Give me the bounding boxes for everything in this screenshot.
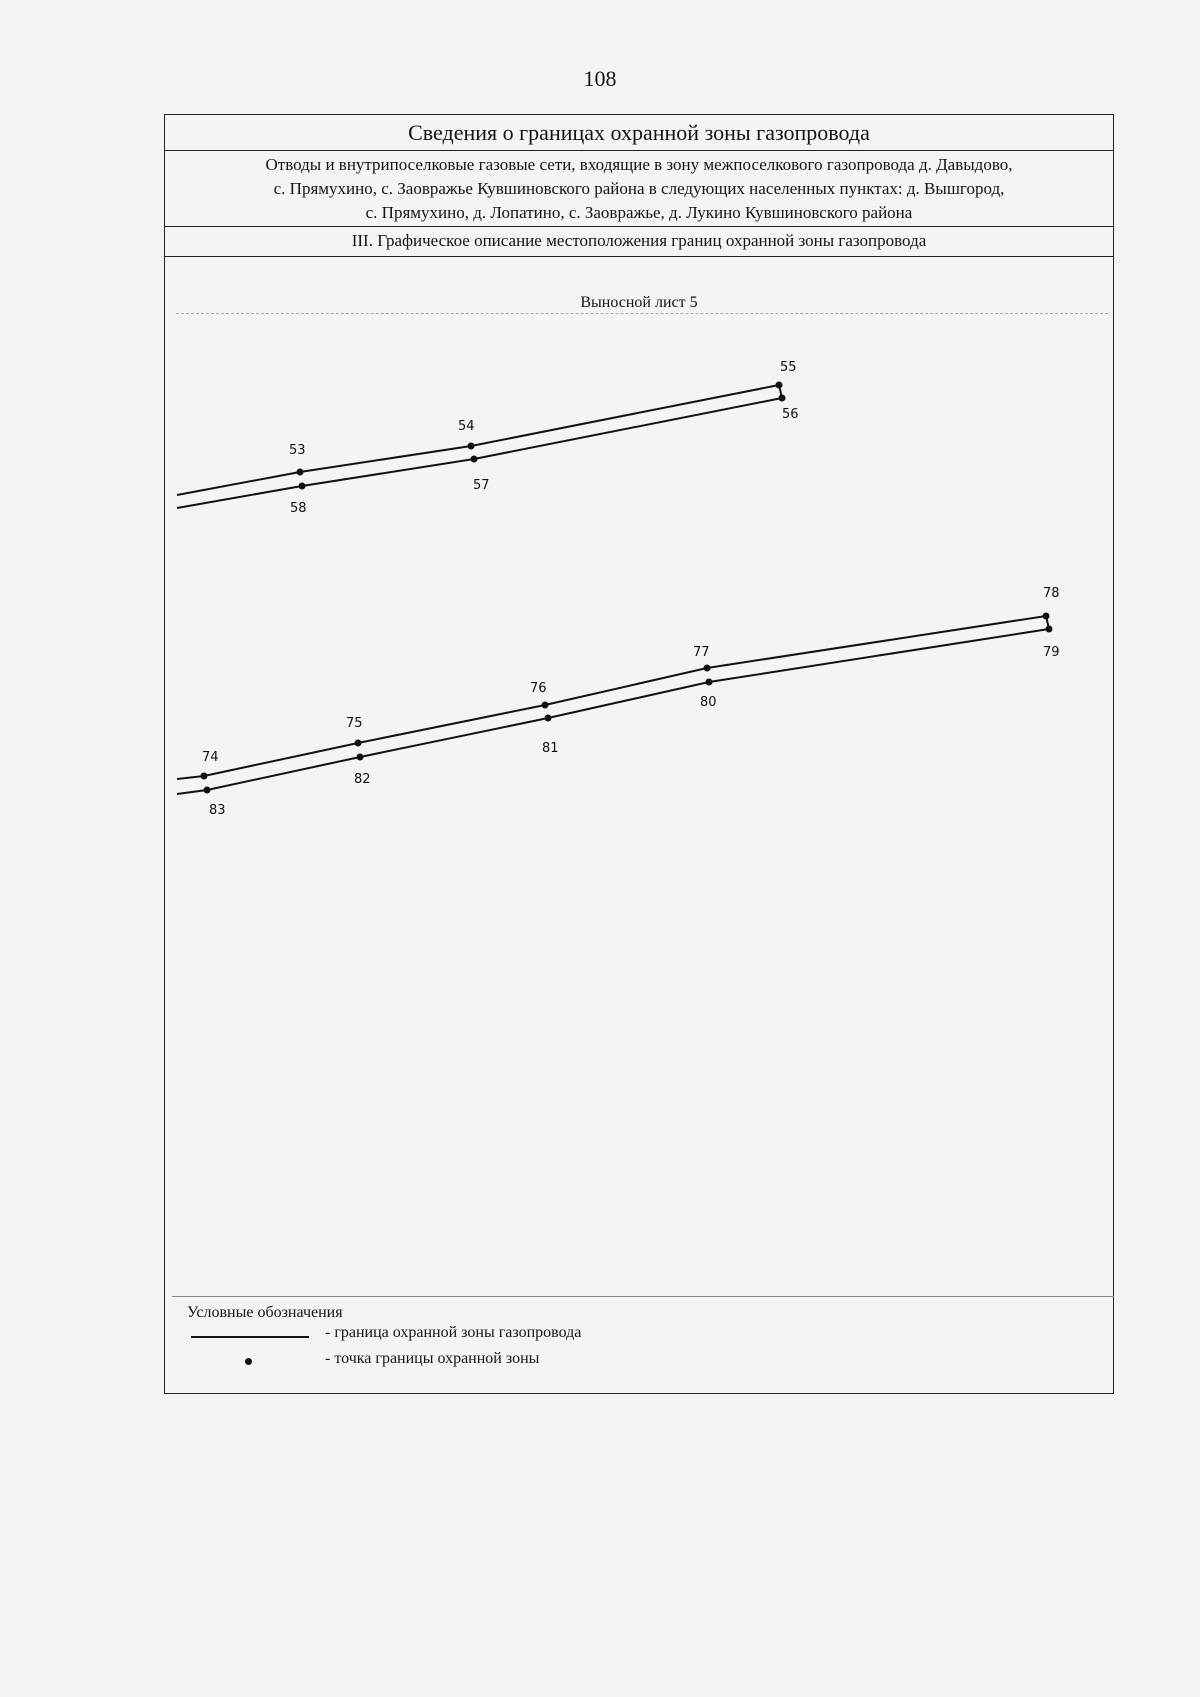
legend-boundary-line-symbol <box>191 1336 309 1338</box>
description-line: с. Прямухино, д. Лопатино, с. Заовражье, д. Лукино Кувшиновского района <box>365 203 913 222</box>
zone-1-lower-line <box>474 398 782 459</box>
boundary-point <box>1046 626 1053 633</box>
zone-2-upper-line <box>707 616 1046 668</box>
point-label: 54 <box>458 419 475 434</box>
zone-2-lower-line <box>207 757 360 790</box>
boundary-point <box>204 787 211 794</box>
boundary-point <box>776 382 783 389</box>
boundary-point <box>779 395 786 402</box>
legend-title: Условные обозначения <box>187 1304 343 1321</box>
sheet-title: Выносной лист 5 <box>580 294 698 311</box>
zone-1-upper-line <box>471 385 779 446</box>
boundary-point <box>201 773 208 780</box>
point-label: 74 <box>202 750 219 765</box>
point-label: 53 <box>289 443 306 458</box>
page-number: 108 <box>583 66 617 91</box>
description-line: с. Прямухино, с. Заовражье Кувшиновского района в следующих населенных пунктах: д. Вышгород, <box>273 179 1005 198</box>
point-label: 56 <box>782 407 799 422</box>
description-line: Отводы и внутрипоселковые газовые сети, входящие в зону межпоселкового газопровода д. Давыдово, <box>265 155 1013 174</box>
boundary-point <box>355 740 362 747</box>
boundary-point <box>297 469 304 476</box>
boundary-point <box>471 456 478 463</box>
point-label: 78 <box>1043 586 1060 601</box>
zone-1-lower-line <box>177 486 302 508</box>
point-label: 76 <box>530 681 547 696</box>
zone-1-upper-line <box>300 446 471 472</box>
boundary-point <box>1043 613 1050 620</box>
zone-1-lower-line <box>302 459 474 486</box>
boundary-point <box>545 715 552 722</box>
zone-2-upper-line <box>204 743 358 776</box>
point-label: 75 <box>346 716 363 731</box>
boundary-point <box>542 702 549 709</box>
point-label: 77 <box>693 645 710 660</box>
legend-boundary-point-label: - точка границы охранной зоны <box>325 1350 540 1367</box>
legend-divider <box>172 1296 1114 1297</box>
sheet-header-title: Сведения о границах охранной зоны газопровода <box>165 115 1113 151</box>
point-label: 79 <box>1043 645 1060 660</box>
section-heading: III. Графическое описание местоположения границ охранной зоны газопровода <box>165 227 1113 257</box>
point-label: 80 <box>700 695 717 710</box>
zone-1-upper-line <box>177 472 300 495</box>
point-label: 58 <box>290 501 307 516</box>
boundary-zone-2 <box>177 586 1060 818</box>
zone-2-lower-line <box>177 790 207 794</box>
point-label: 57 <box>473 478 490 493</box>
boundary-point <box>299 483 306 490</box>
boundary-zone-1 <box>177 360 799 516</box>
boundary-point <box>357 754 364 761</box>
zone-2-upper-line <box>545 668 707 705</box>
zone-2-lower-line <box>709 629 1049 682</box>
point-label: 81 <box>542 741 559 756</box>
point-label: 82 <box>354 772 371 787</box>
point-label: 55 <box>780 360 797 375</box>
boundary-point <box>468 443 475 450</box>
zone-2-lower-line <box>548 682 709 718</box>
point-label: 83 <box>209 803 226 818</box>
boundary-point <box>704 665 711 672</box>
legend-boundary-point-symbol <box>245 1358 252 1365</box>
legend-boundary-line-label: - граница охранной зоны газопровода <box>325 1324 582 1341</box>
boundary-point <box>706 679 713 686</box>
zone-2-upper-line <box>177 776 204 779</box>
